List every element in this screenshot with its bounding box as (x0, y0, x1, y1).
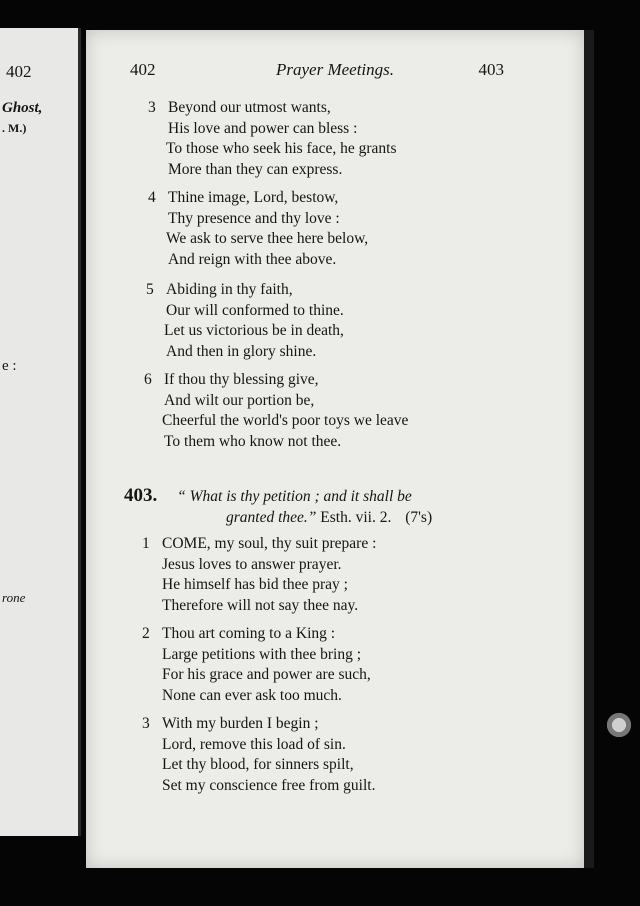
stanza-number: 4 (148, 189, 156, 206)
book-page (86, 30, 584, 868)
left-page-edge (0, 28, 81, 836)
verse-line: And reign with thee above. (168, 250, 337, 268)
left-fragment: Ghost, (2, 100, 43, 116)
hymn-403-heading (124, 485, 544, 527)
stanza-402-5 (146, 280, 344, 362)
verse-line: With my burden I begin ; (162, 715, 319, 732)
dust-speck (606, 710, 632, 740)
verse-line: Cheerful the world's poor toys we leave (162, 412, 409, 429)
left-fragment: . M.) (2, 121, 27, 135)
header-left-number: 402 (130, 60, 156, 79)
stanza-403-2 (142, 624, 371, 706)
verse-line: To those who seek his face, he grants (166, 140, 397, 157)
page-gutter (584, 30, 594, 868)
verse-line: To them who know not thee. (164, 432, 342, 450)
stanza-403-3 (142, 714, 375, 796)
hymn-title: “ What is thy petition ; and it shall be (177, 488, 412, 505)
verse-line: Abiding in thy faith, (166, 281, 293, 298)
left-fragment: rone (2, 590, 26, 605)
stanza-402-3 (148, 98, 397, 180)
verse-line: Lord, remove this load of sin. (162, 735, 346, 753)
scripture-reference: Esth. vii. 2. (320, 509, 392, 526)
left-page-number: 402 (6, 62, 32, 81)
hymn-number: 403. (124, 485, 158, 506)
stanza-number: 3 (148, 99, 156, 116)
verse-line: Thy presence and thy love : (168, 209, 340, 227)
verse-line: We ask to serve thee here below, (166, 230, 369, 247)
verse-line: Thou art coming to a King : (162, 625, 336, 642)
stanza-403-1 (142, 534, 376, 616)
verse-line: If thou thy blessing give, (164, 371, 319, 388)
verse-line: Jesus loves to answer prayer. (162, 555, 342, 573)
page-title: Prayer Meetings. (275, 60, 395, 79)
stanza-number: 6 (144, 371, 152, 388)
stanza-402-6 (144, 370, 408, 452)
verse-line: And then in glory shine. (166, 342, 317, 360)
verse-line: Beyond our utmost wants, (168, 99, 331, 116)
verse-line: Let us victorious be in death, (164, 322, 344, 339)
verse-line: Large petitions with thee bring ; (162, 645, 362, 663)
verse-line: More than they can express. (168, 160, 343, 178)
verse-line: Let thy blood, for sinners spilt, (162, 756, 354, 773)
stanza-number: 3 (142, 715, 150, 732)
hymn-meter: (7's) (405, 509, 433, 526)
page-header (86, 60, 584, 84)
stanza-number: 2 (142, 625, 150, 642)
verse-line: And wilt our portion be, (164, 391, 315, 409)
header-right-number: 403 (478, 60, 504, 79)
verse-line: For his grace and power are such, (162, 666, 371, 683)
verse-line: COME, my soul, thy suit prepare : (162, 535, 377, 552)
stanza-number: 1 (142, 535, 150, 552)
hymn-title-cont: granted thee.” (226, 509, 317, 526)
left-fragment: e : (2, 358, 17, 374)
verse-line: Thine image, Lord, bestow, (168, 189, 339, 206)
verse-line: None can ever ask too much. (162, 686, 342, 704)
verse-line: Therefore will not say thee nay. (162, 596, 359, 614)
stanza-402-4 (148, 188, 368, 270)
verse-line: He himself has bid thee pray ; (162, 576, 348, 593)
stanza-number: 5 (146, 281, 154, 298)
verse-line: Set my conscience free from guilt. (162, 776, 376, 794)
verse-line: Our will conformed to thine. (166, 301, 344, 319)
verse-line: His love and power can bless : (168, 119, 358, 137)
